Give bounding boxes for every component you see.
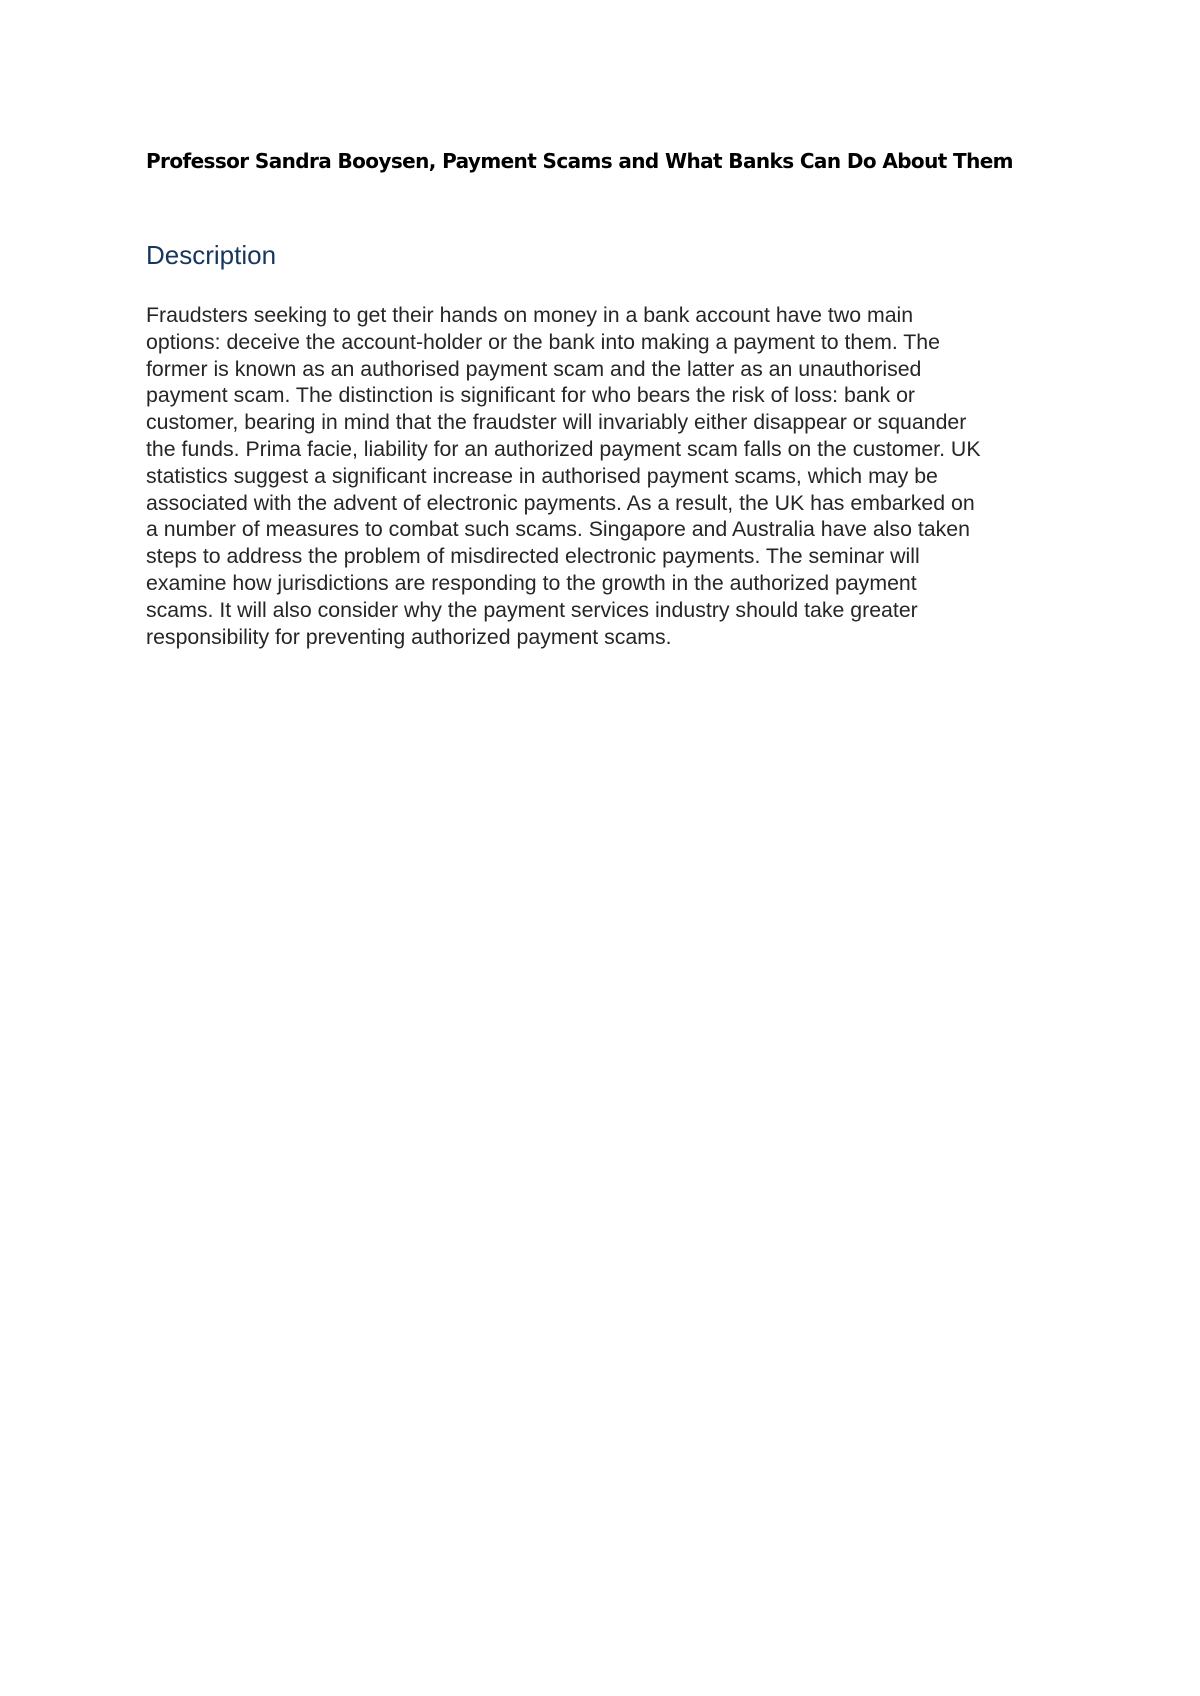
paragraph-line: customer, bearing in mind that the fraudster will invariably either disappear or squander: [146, 410, 967, 435]
paragraph-line: a number of measures to combat such scams. Singapore and Australia have also taken: [146, 517, 970, 542]
paragraph-line: the funds. Prima facie, liability for an authorized payment scam falls on the customer. UK: [146, 436, 981, 461]
paragraph-line: former is known as an authorised payment scam and the latter as an unauthorised: [146, 356, 922, 381]
section-heading-description: Description: [146, 240, 277, 270]
paragraph-line: options: deceive the account-holder or the bank into making a payment to them. The: [146, 329, 940, 354]
description-paragraph: [146, 302, 1086, 650]
paragraph-line: payment scam. The distinction is significant for who bears the risk of loss: bank or: [146, 383, 916, 408]
paragraph-line: associated with the advent of electronic payments. As a result, the UK has embarked on: [146, 490, 975, 515]
paragraph-line: responsibility for preventing authorized payment scams.: [146, 624, 672, 649]
paragraph-line: steps to address the problem of misdirected electronic payments. The seminar will: [146, 544, 920, 569]
paragraph-line: examine how jurisdictions are responding to the growth in the authorized payment: [146, 570, 917, 595]
paragraph-line: Fraudsters seeking to get their hands on money in a bank account have two main: [146, 303, 914, 327]
paragraph-line: statistics suggest a significant increase in authorised payment scams, which may be: [146, 463, 938, 488]
document-title: Professor Sandra Booysen, Payment Scams and What Banks Can Do About Them: [146, 149, 1013, 173]
paragraph-line: scams. It will also consider why the payment services industry should take greater: [146, 597, 918, 622]
